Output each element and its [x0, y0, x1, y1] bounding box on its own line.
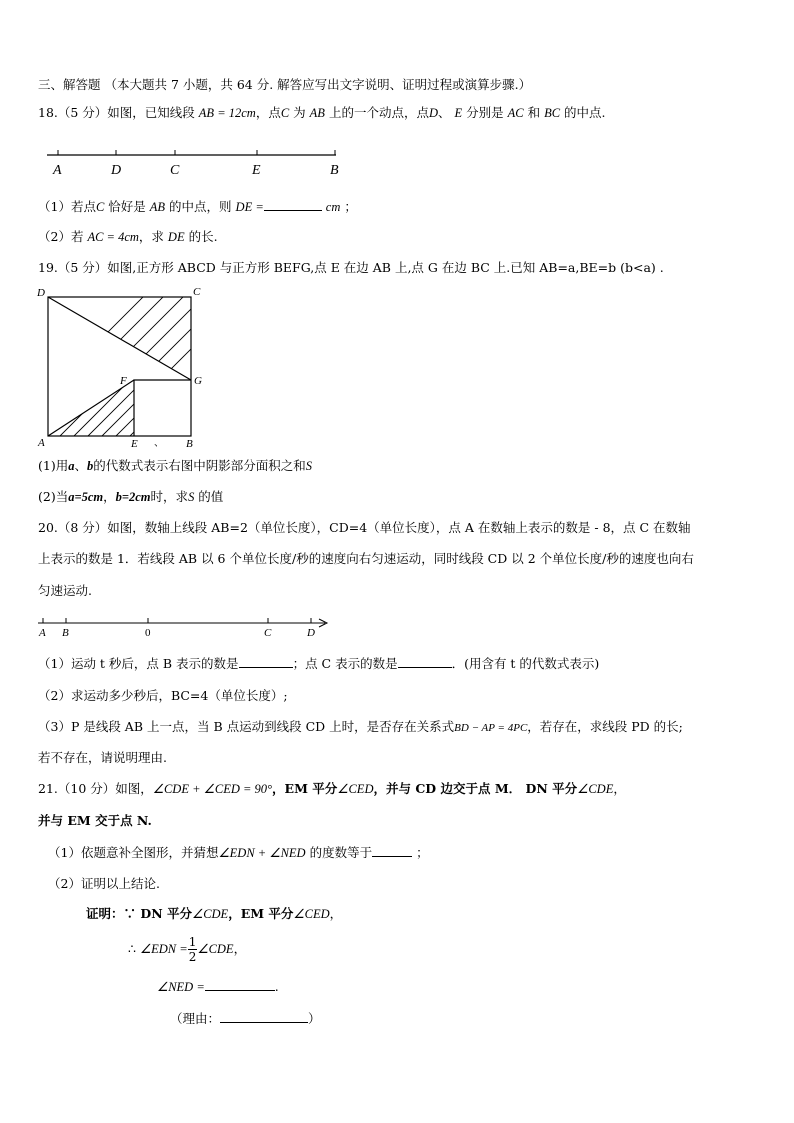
q20-label-D: D [307, 627, 315, 639]
q20-blank-c[interactable] [398, 655, 452, 668]
q19-label-G: G [194, 375, 202, 387]
q21-part1: （1）依题意补全图形，并猜想∠EDN + ∠NED 的度数等于 ； [48, 845, 429, 860]
q21-proof-line2: ∴ ∠EDN = $\frac{1}{2}$ ∠CDE， [128, 935, 247, 964]
q18-label-E: E [252, 163, 261, 178]
q20-part2: （2）求运动多少秒后，BC=4（单位长度）; [38, 688, 288, 703]
half-fraction: $\frac{1}{2}$ [188, 935, 197, 964]
q19-stem: 19.（5 分）如图,正方形 ABCD 与正方形 BEFG,点 E 在边 AB 上,点 G 在边 BC 上.已知 AB=a,BE=b (b<a) . [38, 260, 664, 275]
q19-label-A: A [38, 437, 45, 449]
q19-part2: (2)当a=5cm，b=2cm时，求S 的值 [38, 489, 224, 504]
q18-label-D: D [111, 163, 122, 178]
q19-stray-mark: 、 [154, 438, 164, 449]
q19-label-F: F [120, 375, 127, 387]
q21-proof-line4: （理由： ） [170, 1011, 321, 1026]
q20-line3: 匀速运动. [38, 583, 92, 598]
q21-proof-line3: ∠NED = . [157, 979, 279, 994]
q20-label-A: A [39, 627, 46, 639]
q18-part2: （2）若 AC = 4cm，求 DE 的长. [38, 229, 218, 244]
q21-part2: （2）证明以上结论. [48, 876, 160, 891]
q20-part3-cont: 若不存在，请说明理由. [38, 750, 167, 765]
q19-label-C: C [193, 286, 201, 298]
q20-label-C: C [264, 627, 272, 639]
q21-proof-line1: 证明：∵ DN 平分∠CDE，EM 平分∠CED， [86, 906, 343, 921]
q18-label-C: C [170, 163, 180, 178]
q20-label-B: B [62, 627, 69, 639]
q20-part3: （3）P 是线段 AB 上一点，当 B 点运动到线段 CD 上时，是否存在关系式BD − AP = 4PC，若存在，求线段 PD 的长; [38, 719, 683, 734]
q20-blank-b[interactable] [239, 655, 293, 668]
q18-part1: （1）若点C 恰好是 AB 的中点，则 DE = cm ； [38, 199, 357, 214]
q21-line1: 21.（10 分）如图，∠CDE + ∠CED = 90°，EM 平分∠CED，并与 CD 边交于点 M． DN 平分∠CDE， [38, 781, 626, 796]
q20-line1: 20.（8 分）如图，数轴上线段 AB=2（单位长度），CD=4（单位长度），点 A 在数轴上表示的数是 - 8，点 C 在数轴 [38, 520, 691, 535]
q19-label-E: E [131, 438, 138, 450]
q19-label-D: D [37, 287, 45, 299]
section-header: 三、解答题 （本大题共 7 小题，共 64 分. 解答应写出文字说明、证明过程或演算步骤.） [38, 77, 532, 92]
q18-label-A: A [53, 163, 62, 178]
q18-stem: 18.（5 分）如图，已知线段 AB = 12cm，点C 为 AB 上的一个动点，点D、 E 分别是 AC 和 BC 的中点. [38, 105, 606, 120]
q20-line2: 上表示的数是 1．若线段 AB 以 6 个单位长度/秒的速度向右匀速运动，同时线段 CD 以 2 个单位长度/秒的速度也向右 [38, 551, 694, 566]
q20-label-zero: 0 [145, 627, 151, 639]
q20-part1: （1）运动 t 秒后，点 B 表示的数是 ；点 C 表示的数是 ．(用含有 t 的代数式表示) [38, 656, 600, 671]
q18-label-B: B [330, 163, 339, 178]
q19-label-B: B [186, 438, 193, 450]
q21-blank-degree[interactable] [372, 844, 412, 857]
q19-part1: (1)用a、b的代数式表示右图中阴影部分面积之和S [38, 458, 312, 473]
q21-blank-reason[interactable] [220, 1010, 308, 1023]
q21-line2: 并与 EM 交于点 N. [38, 813, 152, 828]
q21-blank-ned[interactable] [205, 978, 275, 991]
